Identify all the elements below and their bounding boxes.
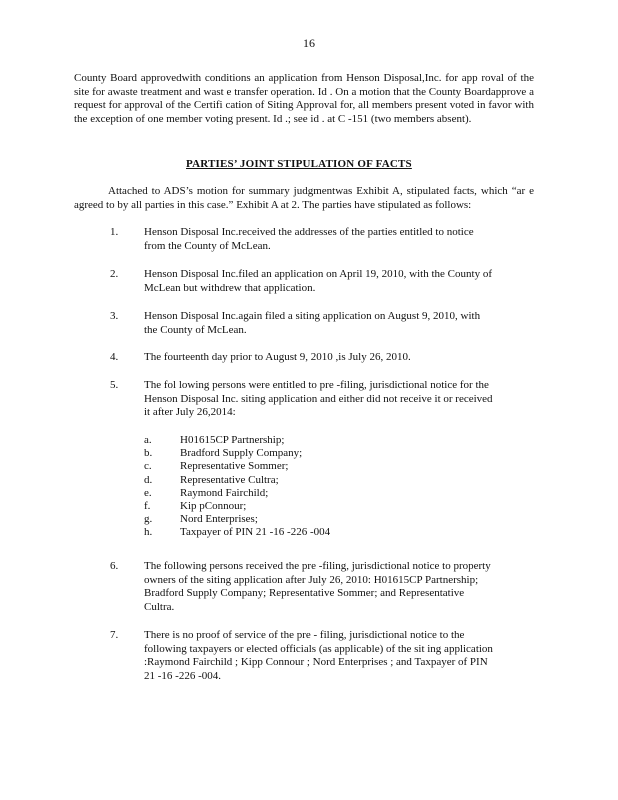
list-item-text: The fol lowing persons were entitled to pre -filing, jurisdictional notice for the Henson Disposal Inc. siting application and either did not receive it or received it after July 26,2014: bbox=[144, 379, 493, 418]
sub-list-text: Taxpayer of PIN 21 -16 -226 -004 bbox=[180, 526, 331, 539]
list-item-text: Henson Disposal Inc.received the addresses of the parties entitled to notice from the County of McLean. bbox=[144, 226, 474, 252]
list-item-number: 5. bbox=[110, 379, 119, 391]
list-item-text: Henson Disposal Inc.again filed a siting application on August 9, 2010, with the County of McLean. bbox=[144, 310, 481, 336]
sub-list-letter: e. bbox=[144, 486, 152, 499]
sub-list-letter: b. bbox=[144, 447, 153, 460]
sub-list-text: H01615CP Partnership; bbox=[180, 434, 285, 446]
list-item-number: 1. bbox=[110, 226, 119, 238]
list-item-number: 4. bbox=[110, 351, 119, 363]
sub-list-text: Representative Sommer; bbox=[180, 460, 289, 473]
sub-list-letter: f. bbox=[144, 499, 151, 512]
intro-paragraph: County Board approvedwith conditions an application from Henson Disposal,Inc. for app roval of the site for awaste treatment and wast e transfer operation. Id . On a motion that the County Boardapprove a request for approval of the Certifi cation of Siting Approval for, all members present voted in favor with the exception of one member voting present. Id .; see id . at C -151 (two members absent). bbox=[74, 72, 534, 125]
list-item-number: 7. bbox=[110, 629, 119, 641]
section-heading: PARTIES’ JOINT STIPULATION OF FACTS bbox=[186, 158, 412, 170]
sub-list-text: Representative Cultra; bbox=[180, 473, 279, 486]
list-item-number: 2. bbox=[110, 268, 119, 280]
list-item-number: 3. bbox=[110, 310, 119, 322]
list-item-text: There is no proof of service of the pre - filing, jurisdictional notice to the following taxpayers or elected officials (as applicable) of the sit ing application :Raymond Fairchild ; Kipp Connour ; Nord Enterprises ; and Taxpayer of PIN 21 -16 -226 -004. bbox=[144, 629, 493, 682]
sub-list-text: Kip pConnour; bbox=[180, 499, 247, 512]
sub-list-letter: a. bbox=[144, 434, 152, 446]
list-item-text: The following persons received the pre -filing, jurisdictional notice to property owners of the siting application after July 26, 2010: H01615CP Partnership; Bradford Supply Company; Representative Sommer; and Representative Cultra. bbox=[144, 560, 491, 613]
sub-list-text: Nord Enterprises; bbox=[180, 513, 258, 526]
stipulation-intro-paragraph: Attached to ADS’s motion for summary judgmentwas Exhibit A, stipulated facts, which “ar e agreed to by all parties in this case.” Exhibit A at 2. The parties have stipulated as follows: bbox=[74, 185, 534, 211]
sub-list-text: Bradford Supply Company; bbox=[180, 447, 303, 460]
list-item-text: Henson Disposal Inc.filed an application on April 19, 2010, with the County of McLean but withdrew that application. bbox=[144, 268, 492, 294]
list-item-text: The fourteenth day prior to August 9, 2010 ,is July 26, 2010. bbox=[144, 351, 411, 363]
sub-list-letter: c. bbox=[144, 460, 152, 473]
sub-list-letter: d. bbox=[144, 473, 153, 486]
sub-list-letter: h. bbox=[144, 526, 153, 539]
list-item-number: 6. bbox=[110, 560, 119, 572]
sub-list-text: Raymond Fairchild; bbox=[180, 486, 269, 499]
sub-list-letter: g. bbox=[144, 513, 153, 526]
page-number: 16 bbox=[303, 36, 315, 50]
